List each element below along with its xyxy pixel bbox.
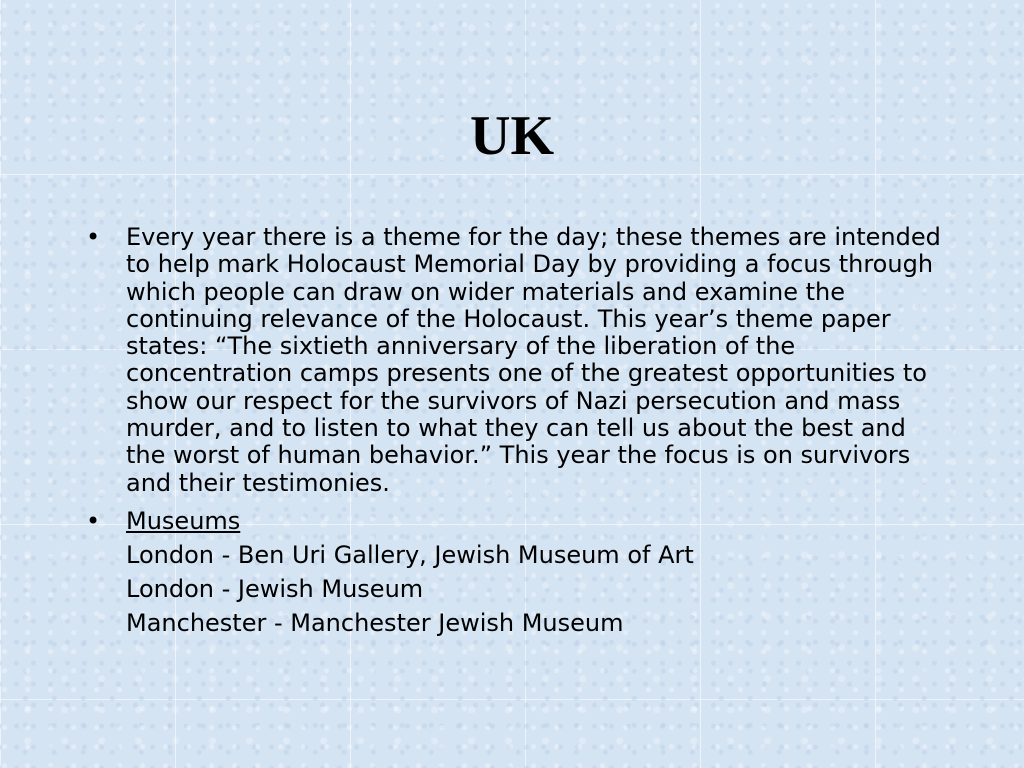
museums-link[interactable]: Museums [126,506,241,535]
bullet-list [86,224,946,640]
museum-entry: London - Jewish Museum [126,574,424,603]
museum-entry: Manchester - Manchester Jewish Museum [126,608,624,637]
theme-paragraph: Every year there is a theme for the day; these themes are intended to help mark Holocaust Memorial Day by providing a focus through which people can draw on wider materials and examine the continuing relevance of the Holocaust. This year’s theme paper states: “The sixtieth anniversary of the liberation of the concentration camps presents one of the greatest opportunities to show our respect for the survivors of Nazi persecution and mass murder, and to listen to what they can tell us about the best and the worst of human behavior.” This year the focus is on survivors and their testimonies. [126,223,941,497]
bullet-icon: • [86,506,101,535]
museum-entry: London - Ben Uri Gallery, Jewish Museum of Art [126,540,694,569]
bullet-item-theme [86,224,946,497]
bullet-item-museums [86,504,946,640]
slide-title: UK [470,105,554,167]
bullet-icon: • [86,223,101,251]
